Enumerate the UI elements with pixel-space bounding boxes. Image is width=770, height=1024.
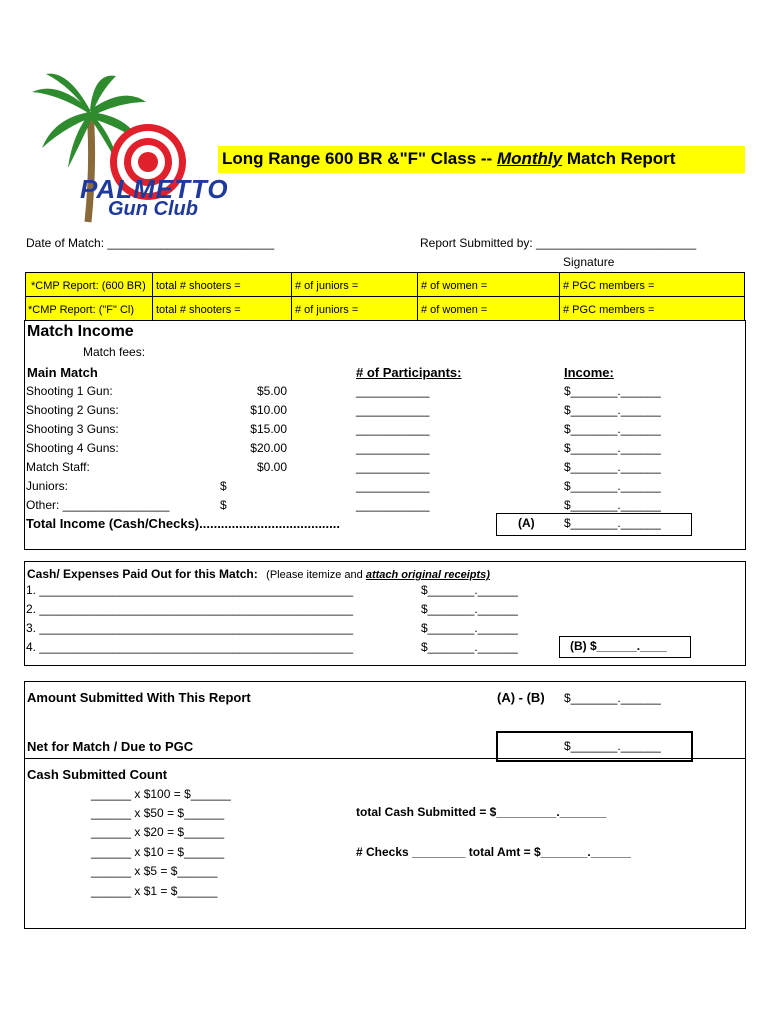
participants-field[interactable]: ___________	[356, 384, 430, 398]
expenses-heading-line	[27, 565, 490, 583]
participants-field[interactable]: ___________	[356, 422, 430, 436]
participants-field[interactable]: ___________	[356, 441, 430, 455]
expense-amount-field[interactable]: $_______.______	[421, 583, 518, 597]
expense-amount-field[interactable]: $_______.______	[421, 621, 518, 635]
total-cash-submitted-field[interactable]: total Cash Submitted = $_________._______	[356, 805, 607, 819]
income-row-fee: $10.00	[250, 403, 287, 417]
income-row-fee: $0.00	[256, 460, 287, 474]
expense-amount-field[interactable]: $_______.______	[421, 640, 518, 654]
participants-field[interactable]: ___________	[356, 403, 430, 417]
date-of-match-field[interactable]: Date of Match: _________________________	[26, 236, 275, 250]
expense-item-field[interactable]: 2. _______________________________________________	[26, 602, 354, 616]
cmp-row-label: *CMP Report: ("F" Cl)	[28, 304, 135, 316]
income-field[interactable]: $_______.______	[564, 460, 661, 474]
expense-amount-field[interactable]: $_______.______	[421, 602, 518, 616]
attach-receipts-note: attach original receipts)	[365, 569, 490, 581]
participants-header: # of Participants:	[356, 365, 462, 380]
net-for-match-label: Net for Match / Due to PGC	[27, 739, 194, 754]
cmp-women-field[interactable]: # of women =	[421, 304, 488, 316]
cmp-shooters-field[interactable]: total # shooters =	[156, 304, 241, 316]
participants-field[interactable]: ___________	[356, 498, 430, 512]
denomination-row[interactable]: ______ x $100 = $______	[91, 787, 231, 801]
match-income-heading: Match Income	[27, 323, 134, 340]
cmp-pgc-field[interactable]: # PGC members =	[563, 280, 655, 292]
income-field[interactable]: $_______.______	[564, 384, 661, 398]
income-row-fee: $	[220, 498, 227, 512]
denomination-row[interactable]: ______ x $1 = $______	[91, 884, 218, 898]
match-fees-label: Match fees:	[83, 345, 146, 359]
participants-field[interactable]: ___________	[356, 479, 430, 493]
amount-submitted-field[interactable]: $_______.______	[564, 691, 661, 705]
income-field[interactable]: $_______.______	[564, 498, 661, 512]
income-row-label: Shooting 3 Guns:	[26, 422, 119, 436]
net-for-match-field[interactable]: $_______.______	[564, 739, 661, 753]
total-income-label: Total Income (Cash/Checks).......................................	[26, 516, 340, 531]
expenses-total-field[interactable]: (B) $______.____	[570, 639, 667, 653]
income-header: Income:	[564, 365, 614, 380]
report-submitted-by-field[interactable]: Report Submitted by: ________________________	[420, 236, 697, 250]
income-row-label: Shooting 2 Guns:	[26, 403, 119, 417]
income-row-label[interactable]: Other: ________________	[26, 498, 170, 512]
checks-total-field[interactable]: # Checks ________ total Amt = $_______.______	[356, 845, 631, 859]
denomination-row[interactable]: ______ x $10 = $______	[91, 845, 225, 859]
income-field[interactable]: $_______.______	[564, 441, 661, 455]
income-field[interactable]: $_______.______	[564, 479, 661, 493]
cmp-women-field[interactable]: # of women =	[421, 280, 488, 292]
logo-line-2: Gun Club	[108, 198, 198, 220]
signature-label: Signature	[563, 255, 615, 269]
amount-submitted-marker: (A) - (B)	[497, 690, 545, 705]
income-row-label: Juniors:	[26, 479, 69, 493]
cmp-juniors-field[interactable]: # of juniors =	[295, 280, 359, 292]
income-row-fee: $5.00	[256, 384, 287, 398]
summary-divider	[24, 758, 746, 759]
amount-submitted-label: Amount Submitted With This Report	[27, 690, 251, 705]
cmp-pgc-field[interactable]: # PGC members =	[563, 304, 655, 316]
expense-item-field[interactable]: 3. _______________________________________________	[26, 621, 354, 635]
expenses-note: (Please itemize and	[266, 569, 366, 581]
participants-field[interactable]: ___________	[356, 460, 430, 474]
logo-line-1: PALMETTO	[80, 174, 229, 204]
denomination-row[interactable]: ______ x $20 = $______	[91, 825, 225, 839]
income-row-fee: $15.00	[250, 422, 287, 436]
expense-item-field[interactable]: 4. _______________________________________________	[26, 640, 354, 654]
expenses-heading: Cash/ Expenses Paid Out for this Match:	[27, 567, 258, 581]
cmp-juniors-field[interactable]: # of juniors =	[295, 304, 359, 316]
income-field[interactable]: $_______.______	[564, 403, 661, 417]
income-row-label: Shooting 1 Gun:	[26, 384, 113, 398]
income-row-label: Match Staff:	[26, 460, 90, 474]
page-title: Long Range 600 BR &"F" Class -- Monthly Match Report	[222, 149, 676, 168]
cmp-row-label: *CMP Report: (600 BR)	[31, 280, 146, 292]
expense-item-field[interactable]: 1. _______________________________________________	[26, 583, 354, 597]
income-field[interactable]: $_______.______	[564, 422, 661, 436]
denomination-row[interactable]: ______ x $5 = $______	[91, 864, 218, 878]
denomination-row[interactable]: ______ x $50 = $______	[91, 806, 225, 820]
cmp-shooters-field[interactable]: total # shooters =	[156, 280, 241, 292]
main-match-label: Main Match	[27, 365, 98, 380]
income-row-label: Shooting 4 Guns:	[26, 441, 119, 455]
income-row-fee: $	[220, 479, 227, 493]
total-income-marker: (A)	[518, 516, 535, 530]
income-row-fee: $20.00	[250, 441, 287, 455]
total-income-field[interactable]: $_______.______	[564, 516, 661, 530]
cash-count-label: Cash Submitted Count	[27, 767, 168, 782]
